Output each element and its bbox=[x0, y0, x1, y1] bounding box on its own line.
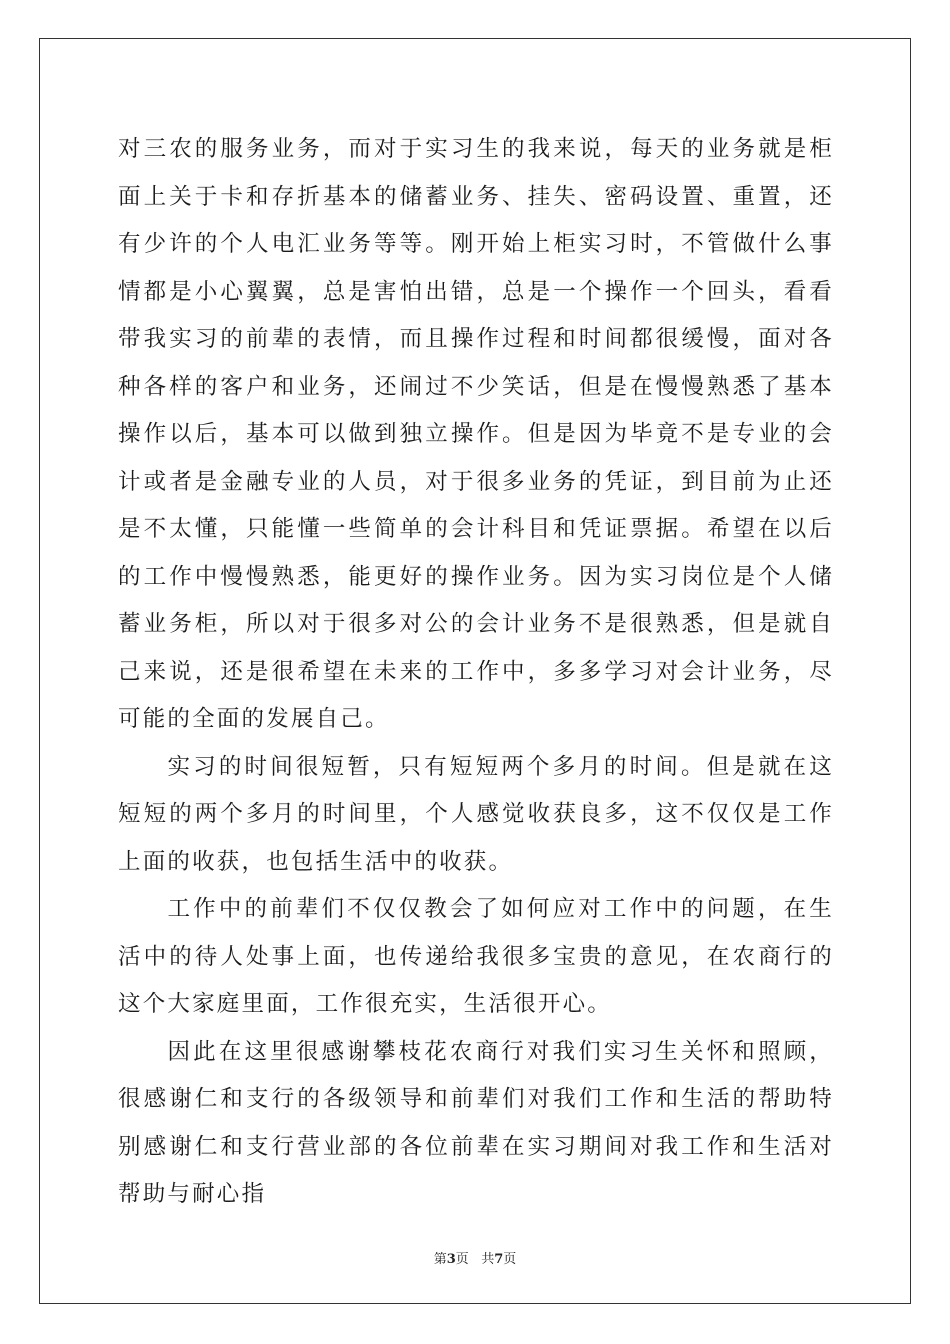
page-current: 3 bbox=[446, 1252, 456, 1267]
paragraph-1: 对三农的服务业务，而对于实习生的我来说，每天的业务就是柜面上关于卡和存折基本的储蓄业务、挂失、密码设置、重置，还有少许的个人电汇业务等等。刚开始上柜实习时，不管做什么事情都是小心翼翼，总是害怕出错，总是一个操作一个回头，看看带我实习的前辈的表情，而且操作过程和时间都很缓慢，面对各种各样的客户和业务，还闹过不少笑话，但是在慢慢熟悉了基本操作以后，基本可以做到独立操作。但是因为毕竟不是专业的会计或者是金融专业的人员，对于很多业务的凭证，到目前为止还是不太懂，只能懂一些简单的会计科目和凭证票据。希望在以后的工作中慢慢熟悉，能更好的操作业务。因为实习岗位是个人储蓄业务柜，所以对于很多对公的会计业务不是很熟悉，但是就自己来说，还是很希望在未来的工作中，多多学习对会计业务，尽可能的全面的发展自己。 bbox=[118, 136, 834, 732]
page-suffix: 页 bbox=[455, 1252, 469, 1267]
paragraph-3: 工作中的前辈们不仅仅教会了如何应对工作中的问题，在生活中的待人处事上面，也传递给我很多宝贵的意见，在农商行的这个大家庭里面，工作很充实，生活很开心。 bbox=[118, 896, 834, 1017]
total-suffix: 页 bbox=[503, 1252, 517, 1267]
paragraph-4: 因此在这里很感谢攀枝花农商行对我们实习生关怀和照顾，很感谢仁和支行的各级领导和前辈们对我们工作和生活的帮助特别感谢仁和支行营业部的各位前辈在实习期间对我工作和生活对帮助与耐心指 bbox=[118, 1038, 834, 1207]
document-body bbox=[118, 126, 834, 1219]
page-total: 7 bbox=[494, 1252, 504, 1267]
paragraph-2: 实习的时间很短暂，只有短短两个多月的时间。但是就在这短短的两个多月的时间里，个人感觉收获良多，这不仅仅是工作上面的收获，也包括生活中的收获。 bbox=[118, 753, 834, 875]
page-footer bbox=[0, 1248, 950, 1267]
page-prefix: 第 bbox=[433, 1252, 447, 1267]
total-prefix: 共 bbox=[481, 1252, 495, 1267]
